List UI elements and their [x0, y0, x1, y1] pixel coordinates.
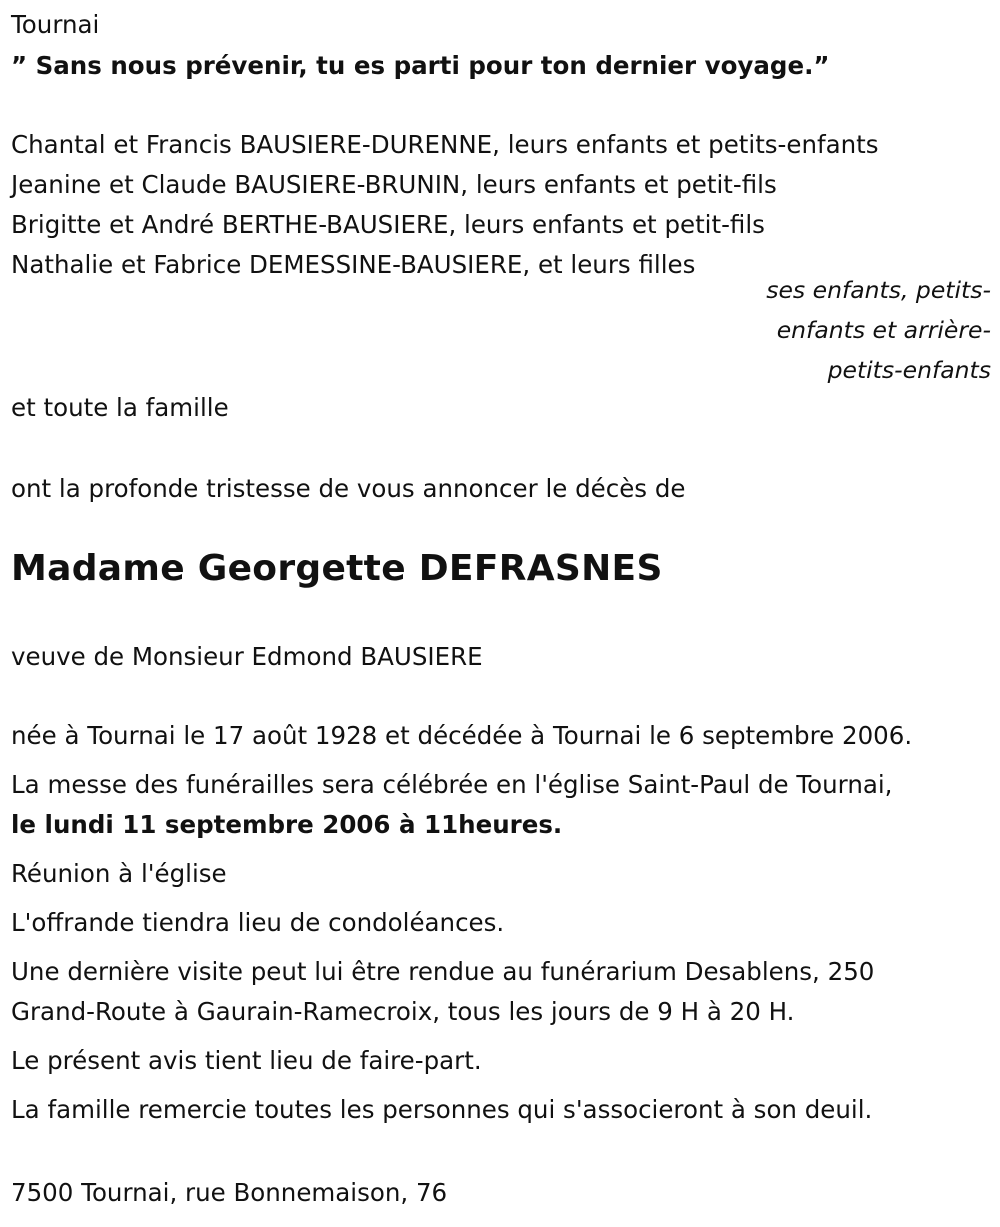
family-list: [11, 125, 879, 285]
descendants-line: enfants et arrière-: [776, 316, 991, 344]
descendants-line: petits-enfants: [827, 356, 991, 384]
widow-of-line: veuve de Monsieur Edmond BAUSIERE: [11, 642, 483, 671]
deceased-name: Madame Georgette DEFRASNES: [11, 548, 663, 589]
all-family-line: et toute la famille: [11, 393, 229, 422]
city-heading: Tournai: [11, 10, 100, 39]
visit-line: Une dernière visite peut lui être rendue au funérarium Desablens, 250: [11, 957, 875, 986]
announcement-text: ont la profonde tristesse de vous annoncer le décès de: [11, 474, 686, 503]
family-line: Nathalie et Fabrice DEMESSINE-BAUSIERE, et leurs filles: [11, 250, 696, 279]
family-line: Brigitte et André BERTHE-BAUSIERE, leurs enfants et petit-fils: [11, 210, 765, 239]
family-line: Chantal et Francis BAUSIERE-DURENNE, leurs enfants et petits-enfants: [11, 130, 879, 159]
mass-date-line: le lundi 11 septembre 2006 à 11heures.: [11, 810, 563, 839]
birth-death-line: née à Tournai le 17 août 1928 et décédée à Tournai le 6 septembre 2006.: [11, 721, 913, 750]
mass-line: La messe des funérailles sera célébrée en l'église Saint-Paul de Tournai,: [11, 770, 893, 799]
memorial-quote: ” Sans nous prévenir, tu es parti pour ton dernier voyage.”: [11, 51, 830, 80]
family-line: Jeanine et Claude BAUSIERE-BRUNIN, leurs enfants et petit-fils: [11, 170, 777, 199]
meeting-line: Réunion à l'église: [11, 859, 227, 888]
offering-line: L'offrande tiendra lieu de condoléances.: [11, 908, 505, 937]
funeral-details: [11, 716, 993, 1130]
descendants-note: [766, 270, 991, 390]
visit-line: Grand-Route à Gaurain-Ramecroix, tous les jours de 9 H à 20 H.: [11, 997, 795, 1026]
address-line: 7500 Tournai, rue Bonnemaison, 76: [11, 1178, 448, 1207]
descendants-line: ses enfants, petits-: [766, 276, 991, 304]
thanks-line: La famille remercie toutes les personnes qui s'associeront à son deuil.: [11, 1095, 873, 1124]
notice-line: Le présent avis tient lieu de faire-part.: [11, 1046, 482, 1075]
